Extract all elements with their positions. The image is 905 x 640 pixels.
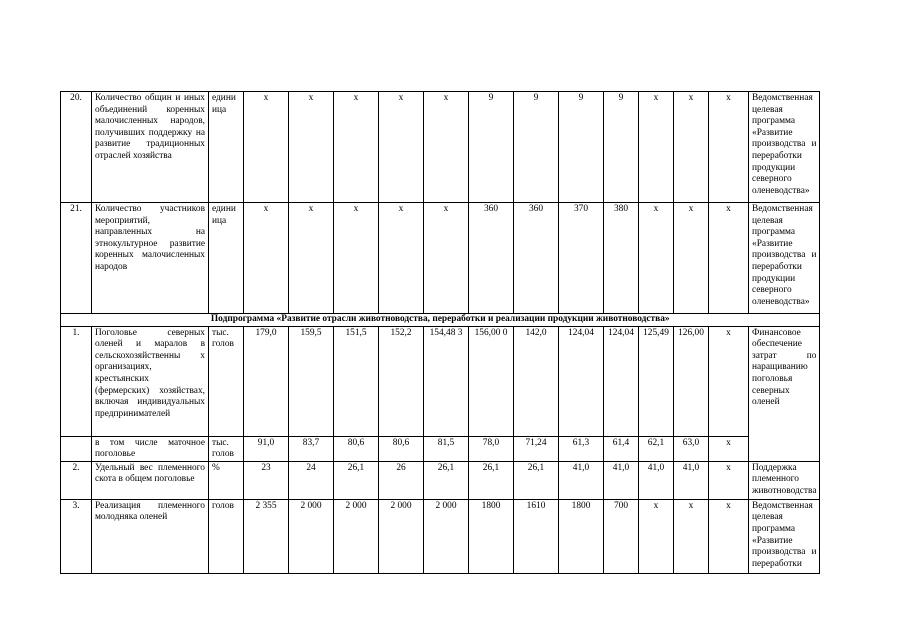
value-cell: 9 [514, 92, 559, 203]
value-cell: 142,0 [514, 326, 559, 436]
value-cell: 61,4 [604, 436, 639, 461]
value-cell: 9 [469, 92, 514, 203]
value-cell: 26,1 [469, 461, 514, 499]
value-cell: x [674, 499, 709, 573]
note-cell: Ведомственная целевая программа «Развитие производства и переработки [749, 499, 820, 573]
value-cell: 26,1 [424, 461, 469, 499]
value-cell: x [709, 92, 749, 203]
table-row [61, 436, 820, 461]
value-cell: x [424, 92, 469, 203]
row-number: 1. [61, 326, 92, 436]
value-cell: 26 [379, 461, 424, 499]
value-cell: x [709, 461, 749, 499]
value-cell: 80,6 [334, 436, 379, 461]
value-cell: 41,0 [674, 461, 709, 499]
section-header-row [61, 314, 820, 327]
value-cell: 26,1 [514, 461, 559, 499]
value-cell: x [289, 92, 334, 203]
value-cell: 83,7 [289, 436, 334, 461]
value-cell: 71,24 [514, 436, 559, 461]
note-cell: Поддержка племенного животноводства [749, 461, 820, 499]
row-number: 21. [61, 203, 92, 314]
value-cell: 26,1 [334, 461, 379, 499]
value-cell: x [334, 92, 379, 203]
note-cell: Ведомственная целевая программа «Развитие производства и переработки продукции северного оленеводства» [749, 203, 820, 314]
value-cell: 700 [604, 499, 639, 573]
table-row [61, 92, 820, 203]
value-cell: 370 [559, 203, 604, 314]
indicator-name: Поголовье северных оленей и маралов в сельскохозяйственны х организациях, крестьянских (фермерских) хозяйствах, включая индивидуальных предпринимателей [92, 326, 209, 436]
value-cell: 9 [559, 92, 604, 203]
value-cell: 80,6 [379, 436, 424, 461]
value-cell: x [424, 203, 469, 314]
value-cell: 24 [289, 461, 334, 499]
section-header: Подпрограмма «Развитие отрасли животноводства, переработки и реализации продукции животноводства» [61, 314, 820, 327]
value-cell: 151,5 [334, 326, 379, 436]
value-cell: 2 000 [424, 499, 469, 573]
value-cell: 1800 [469, 499, 514, 573]
value-cell: 91,0 [244, 436, 289, 461]
unit-cell: едини ица [209, 203, 244, 314]
unit-cell: % [209, 461, 244, 499]
table-row [61, 499, 820, 573]
row-number: 2. [61, 461, 92, 499]
value-cell: x [709, 436, 749, 461]
value-cell: x [334, 203, 379, 314]
value-cell: x [379, 92, 424, 203]
value-cell: 360 [469, 203, 514, 314]
value-cell: 23 [244, 461, 289, 499]
value-cell: x [639, 92, 674, 203]
value-cell: 124,04 [604, 326, 639, 436]
value-cell: 380 [604, 203, 639, 314]
indicator-name: Удельный вес племенного скота в общем поголовье [92, 461, 209, 499]
indicator-name: в том числе маточное поголовье [92, 436, 209, 461]
value-cell: 159,5 [289, 326, 334, 436]
table-row [61, 326, 820, 436]
value-cell: x [639, 499, 674, 573]
value-cell: 62,1 [639, 436, 674, 461]
value-cell: 63,0 [674, 436, 709, 461]
indicator-name: Количество участников мероприятий, направленных на этнокультурное развитие коренных малочисленных народов [92, 203, 209, 314]
row-number: 20. [61, 92, 92, 203]
unit-cell: тыс. голов [209, 326, 244, 436]
unit-cell: едини ица [209, 92, 244, 203]
value-cell: 1610 [514, 499, 559, 573]
value-cell: 61,3 [559, 436, 604, 461]
value-cell: x [674, 203, 709, 314]
value-cell: 41,0 [604, 461, 639, 499]
value-cell: 125,49 [639, 326, 674, 436]
value-cell: 156,00 0 [469, 326, 514, 436]
indicator-name: Реализация племенного молодняка оленей [92, 499, 209, 573]
value-cell: 2 000 [334, 499, 379, 573]
value-cell: 81,5 [424, 436, 469, 461]
unit-cell: тыс. голов [209, 436, 244, 461]
value-cell: x [639, 203, 674, 314]
value-cell: 41,0 [639, 461, 674, 499]
value-cell: x [244, 92, 289, 203]
unit-cell: голов [209, 499, 244, 573]
value-cell: 9 [604, 92, 639, 203]
value-cell: 2 000 [379, 499, 424, 573]
value-cell: x [379, 203, 424, 314]
value-cell: 154,48 3 [424, 326, 469, 436]
note-cell: Финансовое обеспечение затрат по наращиванию поголовья северных оленей [749, 326, 820, 461]
value-cell: 1800 [559, 499, 604, 573]
value-cell: 360 [514, 203, 559, 314]
row-number [61, 436, 92, 461]
row-number: 3. [61, 499, 92, 573]
value-cell: 2 000 [289, 499, 334, 573]
value-cell: x [289, 203, 334, 314]
value-cell: 124,04 [559, 326, 604, 436]
value-cell: 179,0 [244, 326, 289, 436]
table-row [61, 461, 820, 499]
value-cell: x [709, 203, 749, 314]
note-cell: Ведомственная целевая программа «Развитие производства и переработки продукции северного оленеводства» [749, 92, 820, 203]
value-cell: 2 355 [244, 499, 289, 573]
value-cell: x [709, 326, 749, 436]
value-cell: 78,0 [469, 436, 514, 461]
indicator-name: Количество общин и иных объединений коренных малочисленных народов, получивших поддержку на развитие традиционных отраслей хозяйства [92, 92, 209, 203]
table-row [61, 203, 820, 314]
value-cell: x [674, 92, 709, 203]
value-cell: x [709, 499, 749, 573]
indicators-table [60, 91, 820, 574]
value-cell: x [244, 203, 289, 314]
value-cell: 126,00 [674, 326, 709, 436]
value-cell: 41,0 [559, 461, 604, 499]
value-cell: 152,2 [379, 326, 424, 436]
